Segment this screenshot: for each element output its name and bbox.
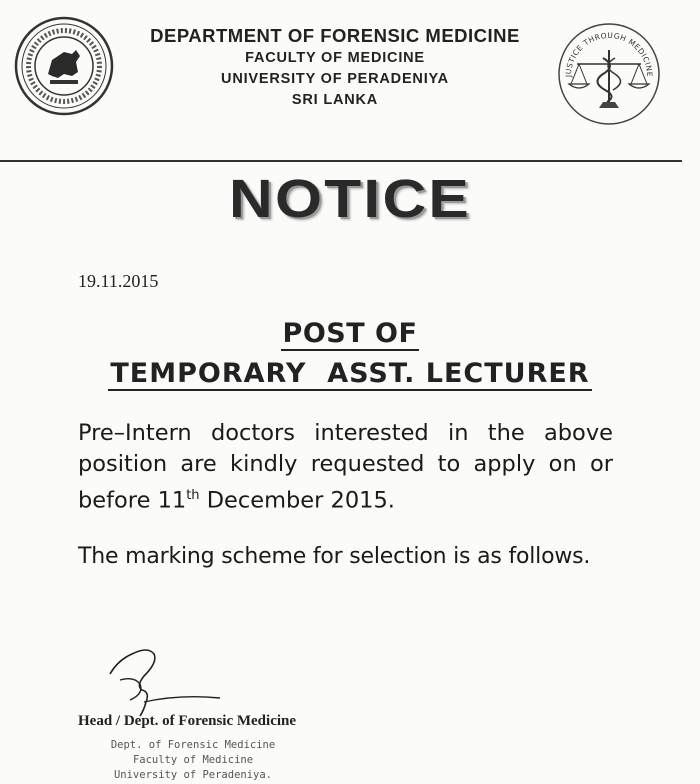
handwritten-signature: [100, 640, 240, 720]
post-title-line1: [0, 318, 700, 349]
ordinal-suffix: th: [186, 488, 200, 503]
department-heading: [110, 24, 560, 111]
notice-date: 19.11.2015: [78, 271, 159, 291]
stamp-line1: Dept. of Forensic Medicine: [110, 739, 276, 751]
notice-heading: NOTICE: [229, 169, 471, 229]
department-stamp: [108, 738, 278, 783]
body-line3-after: December 2015.: [199, 487, 395, 514]
faculty-name: FACULTY OF MEDICINE: [245, 50, 425, 66]
country-name: SRI LANKA: [291, 92, 379, 108]
seal-motto: JUSTICE THROUGH MEDICINE: [563, 30, 655, 78]
department-name: DEPARTMENT OF FORENSIC MEDICINE: [150, 25, 520, 46]
marking-scheme-text: The marking scheme for selection is as follows.: [78, 544, 591, 569]
notice-body: [78, 418, 613, 517]
post-title-line2: [0, 358, 700, 389]
letterhead: [0, 0, 700, 160]
body-line3: [78, 480, 613, 517]
body-line2: position are kindly requested to apply on or: [78, 451, 613, 477]
post-title-line1-text: POST OF: [282, 318, 418, 349]
header-divider: [0, 160, 682, 162]
body-line3-before: before 11: [78, 487, 187, 514]
university-seal-icon: [14, 16, 114, 116]
justice-medicine-seal-icon: [557, 22, 661, 126]
stamp-line2: Faculty of Medicine: [132, 754, 254, 766]
signatory-title: Head / Dept. of Forensic Medicine: [78, 713, 297, 729]
body-line1: Pre–Intern doctors interested in the above: [78, 420, 613, 446]
university-name: UNIVERSITY OF PERADENIYA: [221, 71, 449, 87]
stamp-line3: University of Peradeniya.: [113, 769, 273, 781]
post-title-line2-text: TEMPORARY ASST. LECTURER: [110, 358, 590, 389]
